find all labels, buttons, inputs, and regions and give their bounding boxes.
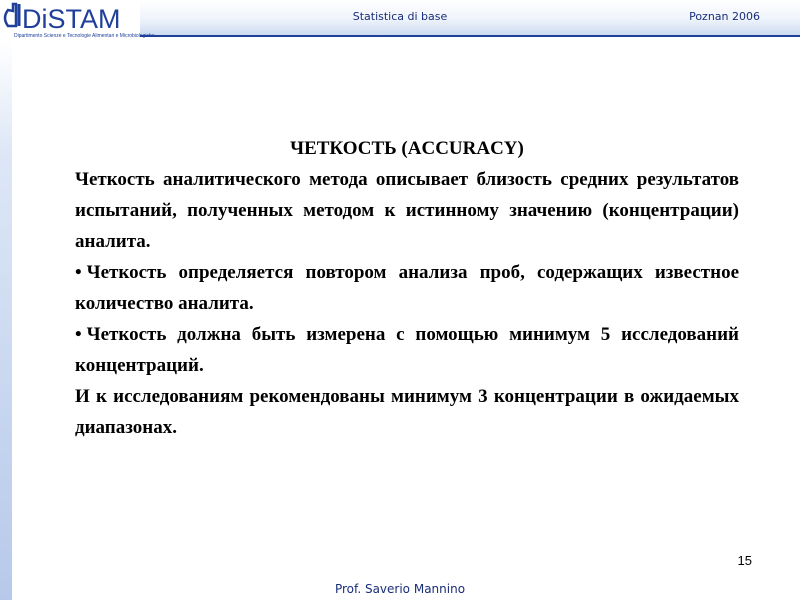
distam-logo [2,2,155,42]
header-divider [140,35,800,37]
intro-paragraph: Четкость аналитического метода описывает близость средних результатов испытаний, полученных методом к истинному значению (концентрации) аналита. [75,169,739,252]
bullet-symbol: • [75,262,82,283]
logo-text: DiSTAM [22,4,121,34]
bullet-item-2 [75,319,739,381]
bullet-symbol: • [75,324,82,345]
bullet-text: Четкость должна быть измерена с помощью минимум 5 исследований концентраций. [75,324,739,376]
left-decorative-bar [0,40,12,600]
logo-subtext: Dipartimento Scienze e Tecnologie Alimentari e Microbiologiche [14,33,155,39]
closing-paragraph: И к исследованиям рекомендованы минимум 3 концентрации в ожидаемых диапазонах. [75,386,739,438]
slide-body [75,133,739,443]
page-number: 15 [737,553,752,568]
presentation-title: Statistica di base [352,10,448,23]
slide-title: ЧЕТКОСТЬ (ACCURACY) [290,138,524,159]
event-label: Poznan 2006 [689,10,760,23]
footer-author: Prof. Saverio Mannino [334,582,466,596]
distam-logo-graphic [2,2,147,34]
bullet-item-1 [75,257,739,319]
bullet-text: Четкость определяется повтором анализа проб, содержащих известное количество аналита. [75,262,739,314]
